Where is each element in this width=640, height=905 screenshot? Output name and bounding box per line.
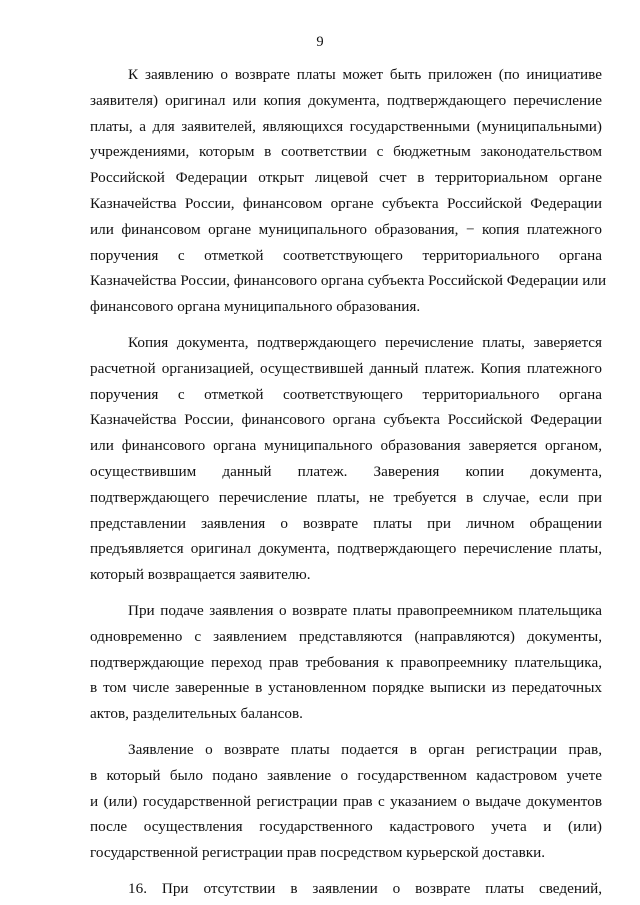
page-number: 9	[316, 34, 324, 50]
paragraph-successor	[90, 598, 602, 727]
text-line: заявителя) оригинал или копия документа, подтверждающего перечисление	[90, 91, 602, 109]
text-line: платы, а для заявителей, являющихся государственными (муниципальными)	[90, 117, 602, 135]
text-line: или финансового органа муниципального образования заверяется органом,	[90, 437, 602, 455]
text-line: При подаче заявления о возврате платы правопреемником плательщика	[128, 601, 602, 619]
text-line: одновременно с заявлением представляются (направляются) документы,	[90, 627, 602, 645]
text-line: подтверждающего перечисление платы, не требуется в случае, если при	[90, 488, 602, 506]
text-line: Копия документа, подтверждающего перечисление платы, заверяется	[128, 333, 602, 351]
paragraph-return-attachments	[90, 62, 607, 320]
text-line: после осуществления государственного кадастрового учета и (или)	[90, 818, 602, 836]
text-line: актов, разделительных балансов.	[90, 705, 303, 723]
text-line: поручения с отметкой соответствующего территориального органа	[90, 246, 602, 264]
paragraph-item-16	[90, 876, 602, 902]
text-line: 16. При отсутствии в заявлении о возврате платы сведений,	[128, 879, 602, 897]
text-line: учреждениями, которым в соответствии с бюджетным законодательством	[90, 143, 602, 161]
text-line: Казначейства России, финансового органа субъекта Российской Федерации или	[90, 272, 607, 290]
text-line: финансового органа муниципального образования.	[90, 298, 421, 316]
text-line: или финансовом органе муниципального образования, − копия платежного	[90, 220, 602, 238]
text-line: представлении заявления о возврате платы при личном обращении	[90, 514, 602, 532]
text-line: Казначейства России, финансового органа субъекта Российской Федерации	[90, 411, 602, 429]
paragraph-copy-certification	[90, 330, 602, 588]
text-line: в том числе заверенные в установленном порядке выписки из передаточных	[90, 679, 602, 697]
text-line: Заявление о возврате платы подается в орган регистрации прав,	[128, 740, 602, 758]
text-line: Казначейства России, финансовом органе субъекта Российской Федерации	[90, 194, 602, 212]
text-line: расчетной организацией, осуществившей данный платеж. Копия платежного	[90, 359, 602, 377]
text-line: осуществившим данный платеж. Заверения копии документа,	[90, 462, 602, 480]
text-line: подтверждающие переход прав требования к правопреемнику плательщика,	[90, 653, 602, 671]
text-line: предъявляется оригинал документа, подтверждающего перечисление платы,	[90, 540, 602, 558]
text-line: Российской Федерации открыт лицевой счет в территориальном органе	[90, 169, 602, 187]
text-line: и (или) государственной регистрации прав с указанием о выдаче документов	[90, 792, 602, 810]
paragraph-submission	[90, 737, 602, 866]
text-line: государственной регистрации прав посредством курьерской доставки.	[90, 844, 546, 862]
text-line: К заявлению о возврате платы может быть приложен (по инициативе	[128, 66, 602, 83]
text-line: в который было подано заявление о государственном кадастровом учете	[90, 766, 602, 784]
text-line: поручения с отметкой соответствующего территориального органа	[90, 385, 602, 403]
document-body	[90, 62, 607, 902]
text-line: который возвращается заявителю.	[90, 566, 311, 584]
